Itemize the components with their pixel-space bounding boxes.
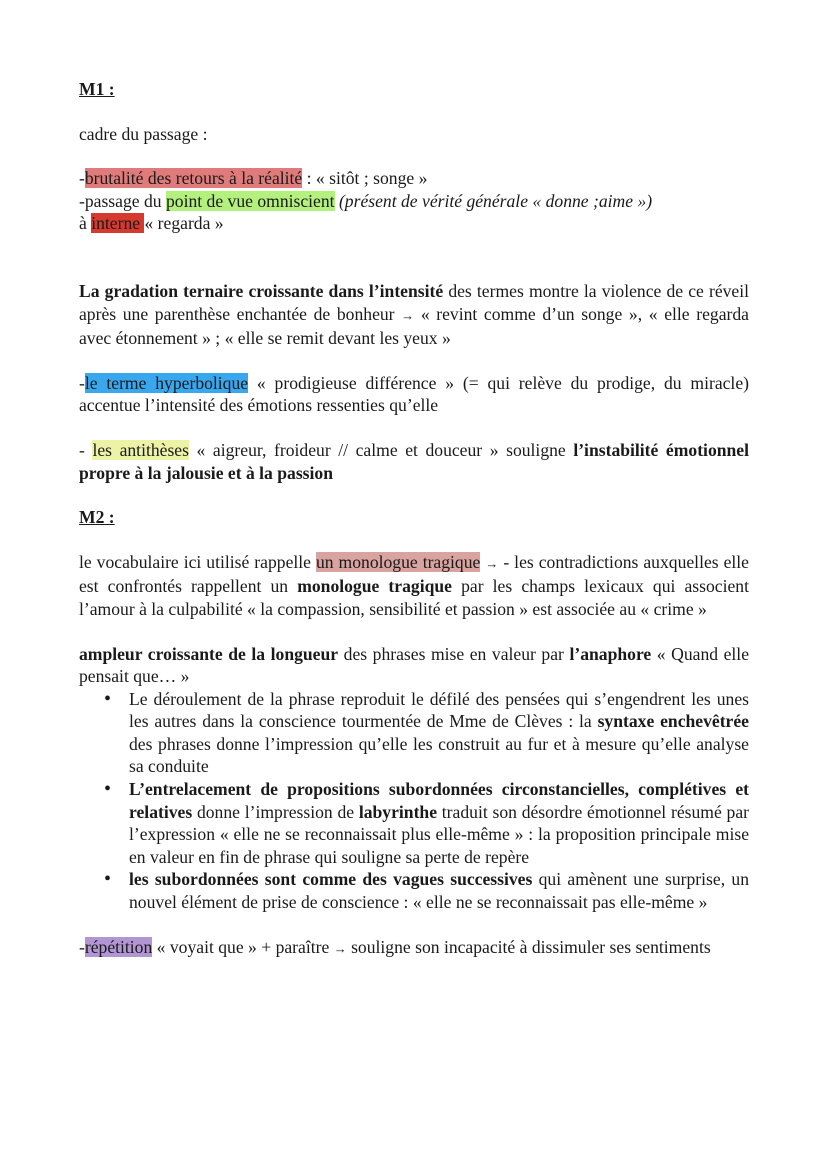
arrow-icon: → <box>333 940 347 956</box>
list-item: • Le déroulement de la phrase reproduit le défilé des pensées qui s’engendrent les unes les autres dans la conscience tourmentée de Mme de Clèves : la syntaxe enchevêtrée des phrases donne l’impression qu’elle les construit au fur et à mesure qu’elle analyse sa conduite <box>79 688 749 778</box>
highlight-repetition: répétition <box>84 936 153 957</box>
antitheses-paragraph: - les antithèses « aigreur, froideur // calme et douceur » souligne l’instabilité émotionnel propre à la jalousie et à la passion <box>79 439 750 483</box>
highlight-monologue: un monologue tragique <box>315 551 481 572</box>
ampleur-paragraph: ampleur croissante de la longueur des phrases mise en valeur par l’anaphore « Quand elle pensait que… » <box>79 643 750 687</box>
hyperbole-paragraph: -le terme hyperbolique « prodigieuse différence » (= qui relève du prodige, du miracle) accentue l’intensité des émotions ressenties qu’elle <box>79 372 749 416</box>
bullet-list <box>79 688 749 914</box>
m1-line-2: -passage du point de vue omniscient (présent de vérité générale « donne ;aime ») <box>79 190 653 211</box>
repetition-paragraph: -répétition « voyait que » + paraître → souligne son incapacité à dissimuler ses sentiments <box>79 936 711 957</box>
m2-heading: M2 : <box>79 507 115 528</box>
list-item: • les subordonnées sont comme des vagues successives qui amènent une surprise, un nouvel élément de prise de conscience : « elle ne se reconnaissait pas elle-même » <box>79 868 749 913</box>
document-page <box>79 78 749 960</box>
m1-heading: M1 : <box>79 79 115 99</box>
list-item: • L’entrelacement de propositions subordonnées circonstancielles, complétives et relatives donne l’impression de labyrinthe traduit son désordre émotionnel résumé par l’expression « elle ne se reconnaissait plus elle-même » : la proposition principale mise en valeur en fin de phrase qui souligne sa perte de repère <box>79 778 749 868</box>
highlight-antitheses: les antithèses <box>92 439 189 460</box>
m1-line-3: à interne « regarda » <box>79 213 224 234</box>
arrow-icon: → <box>401 307 415 323</box>
dash: - <box>79 168 85 189</box>
cadre-line: cadre du passage : <box>79 123 208 144</box>
highlight-brutalite: brutalité des retours à la réalité <box>84 168 303 189</box>
arrow-icon: → <box>485 555 499 571</box>
m1-line-1: -brutalité des retours à la réalité : « sitôt ; songe » <box>79 168 428 189</box>
gradation-paragraph: La gradation ternaire croissante dans l’intensité des termes montre la violence de ce réveil après une parenthèse enchantée de bonheur → « revint comme d’un songe », « elle regarda avec étonnement » ; « elle se remit devant les yeux » <box>79 280 750 349</box>
highlight-omniscient: point de vue omniscient <box>165 190 335 211</box>
highlight-hyperbolique: le terme hyperbolique <box>84 372 249 393</box>
vocabulaire-paragraph: le vocabulaire ici utilisé rappelle un monologue tragique → - les contradictions auxquelles elle est confrontés rappellent un monologue tragique par les champs lexicaux qui associent l’amour à la culpabilité « la compassion, sensibilité et passion » est associée au « crime » <box>79 551 749 619</box>
highlight-interne: interne <box>91 213 145 234</box>
